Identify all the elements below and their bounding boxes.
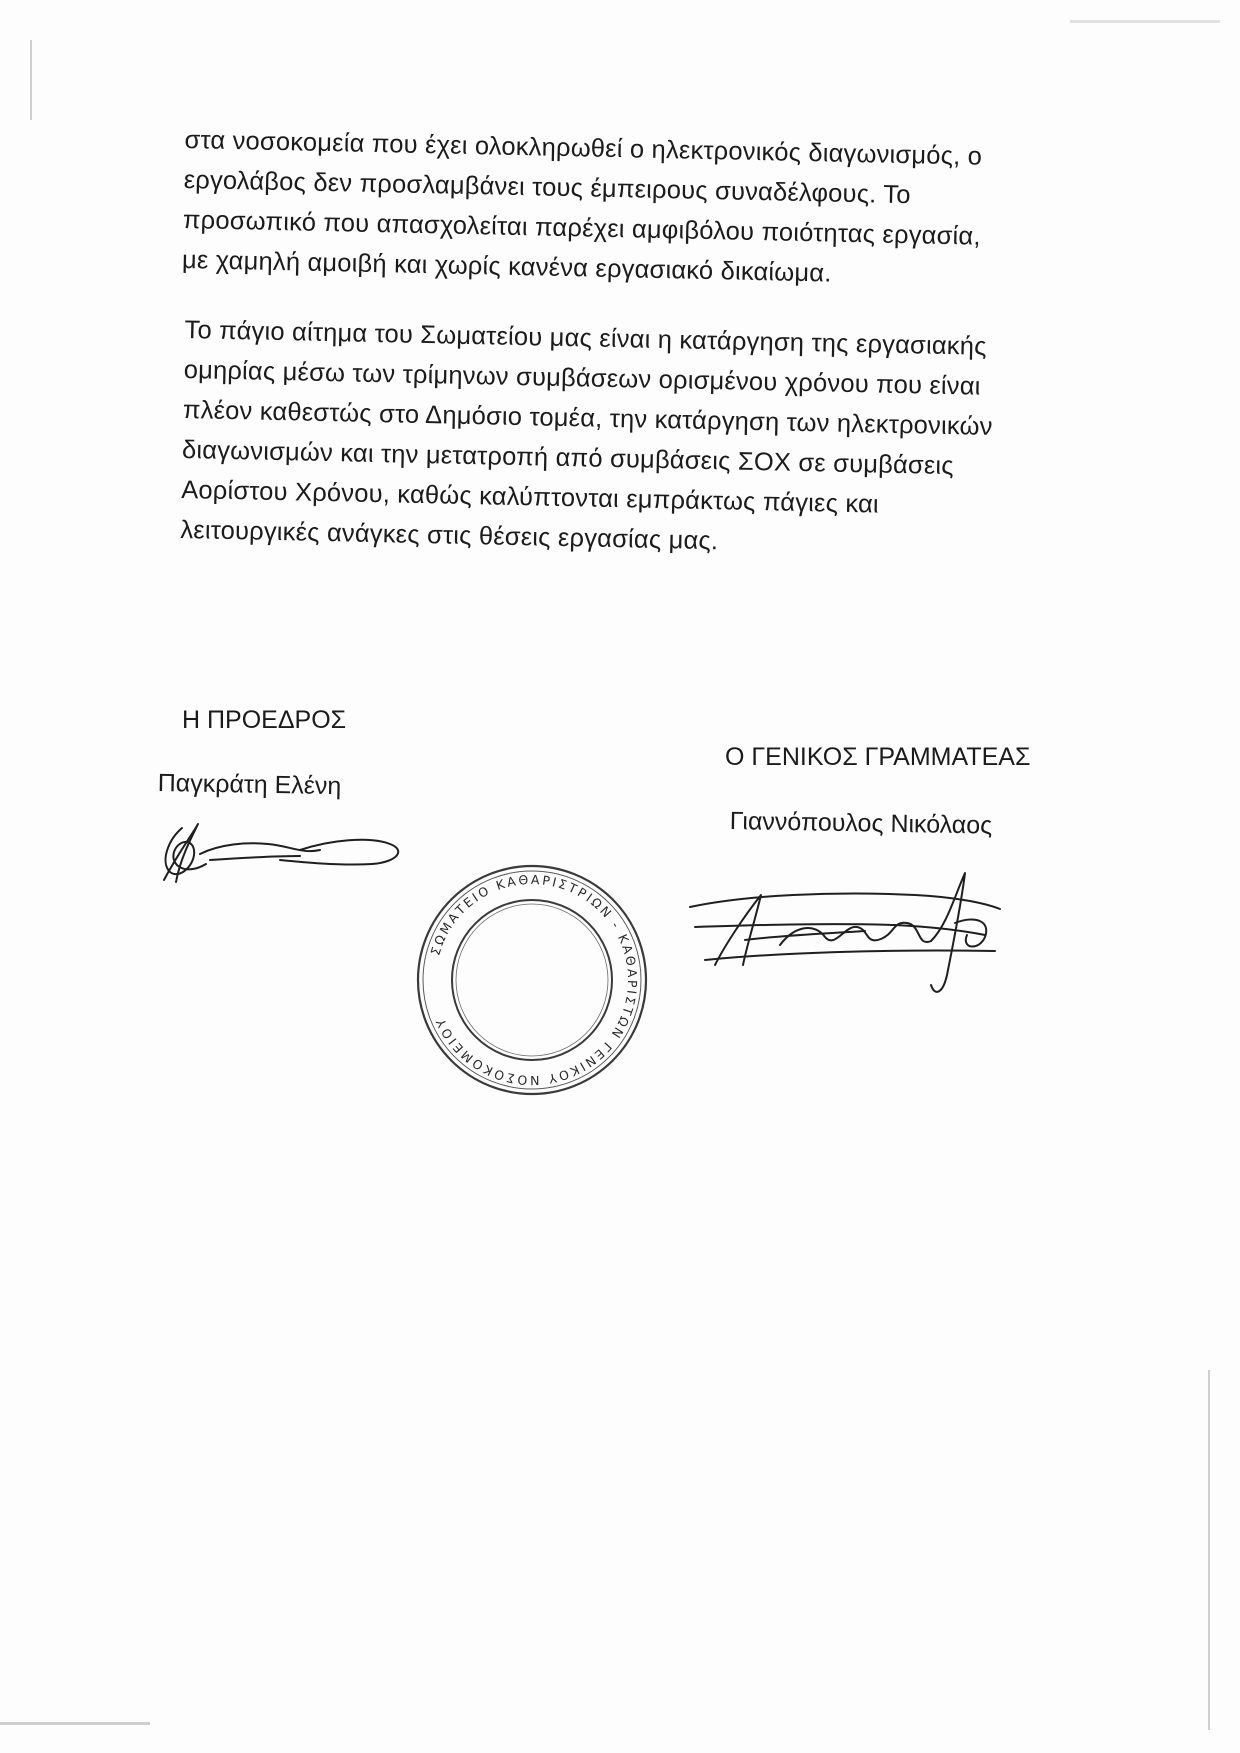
paragraph-line: Αορίστου Χρόνου, καθώς καλύπτονται εμπράκτως πάγιες και bbox=[180, 475, 880, 519]
scan-edge-left bbox=[30, 40, 32, 120]
paragraph-line: στα νοσοκομεία που έχει ολοκληρωθεί ο ηλεκτρονικός διαγωνισμός, ο bbox=[184, 125, 983, 171]
paragraph-line: προσωπικό που απασχολείται παρέχει αμφιβόλου ποιότητας εργασία, bbox=[182, 205, 981, 251]
president-name: Παγκράτη Ελένη bbox=[157, 768, 342, 801]
scan-edge-top-right bbox=[1070, 20, 1220, 23]
scan-edge-right bbox=[1208, 1370, 1210, 1730]
president-signature bbox=[150, 810, 410, 890]
paragraph-2 bbox=[180, 310, 1055, 568]
paragraph-line: πλέον καθεστώς στο Δημόσιο τομέα, την κατάργηση των ηλεκτρονικών bbox=[182, 395, 993, 441]
stamp-ring-text: ΣΩΜΑΤΕΙΟ ΚΑΘΑΡΙΣΤΡΙΩΝ - ΚΑΘΑΡΙΣΤΩΝ ΓΕΝΙΚΟΥ ΝΟΣΟΚΟΜΕΙΟΥ bbox=[427, 871, 641, 1089]
paragraph-line: λειτουργικές ανάγκες στις θέσεις εργασίας μας. bbox=[180, 515, 719, 556]
secretary-signature bbox=[685, 865, 1015, 1005]
paragraph-line: ομηρίας μέσω των τρίμηνων συμβάσεων ορισμένου χρόνου που είναι bbox=[183, 355, 981, 401]
paragraph-1 bbox=[182, 120, 1055, 298]
paragraph-line: με χαμηλή αμοιβή και χωρίς κανένα εργασιακό δικαίωμα. bbox=[181, 245, 832, 288]
union-stamp bbox=[412, 860, 652, 1100]
paragraph-line: εργολάβος δεν προσλαμβάνει τους έμπειρους συναδέλφους. Το bbox=[183, 165, 911, 210]
secretary-title: Ο ΓΕΝΙΚΟΣ ΓΡΑΜΜΑΤΕΑΣ bbox=[725, 743, 1031, 771]
scan-edge-bottom-left bbox=[0, 1722, 150, 1725]
paragraph-line: Το πάγιο αίτημα του Σωματείου μας είναι η κατάργηση της εργασιακής bbox=[184, 315, 987, 361]
secretary-name: Γιαννόπουλος Νικόλαος bbox=[729, 806, 993, 840]
paragraph-line: διαγωνισμών και την μετατροπή από συμβάσεις ΣΟΧ σε συμβάσεις bbox=[181, 435, 955, 481]
president-title: Η ΠΡΟΕΔΡΟΣ bbox=[182, 706, 347, 734]
